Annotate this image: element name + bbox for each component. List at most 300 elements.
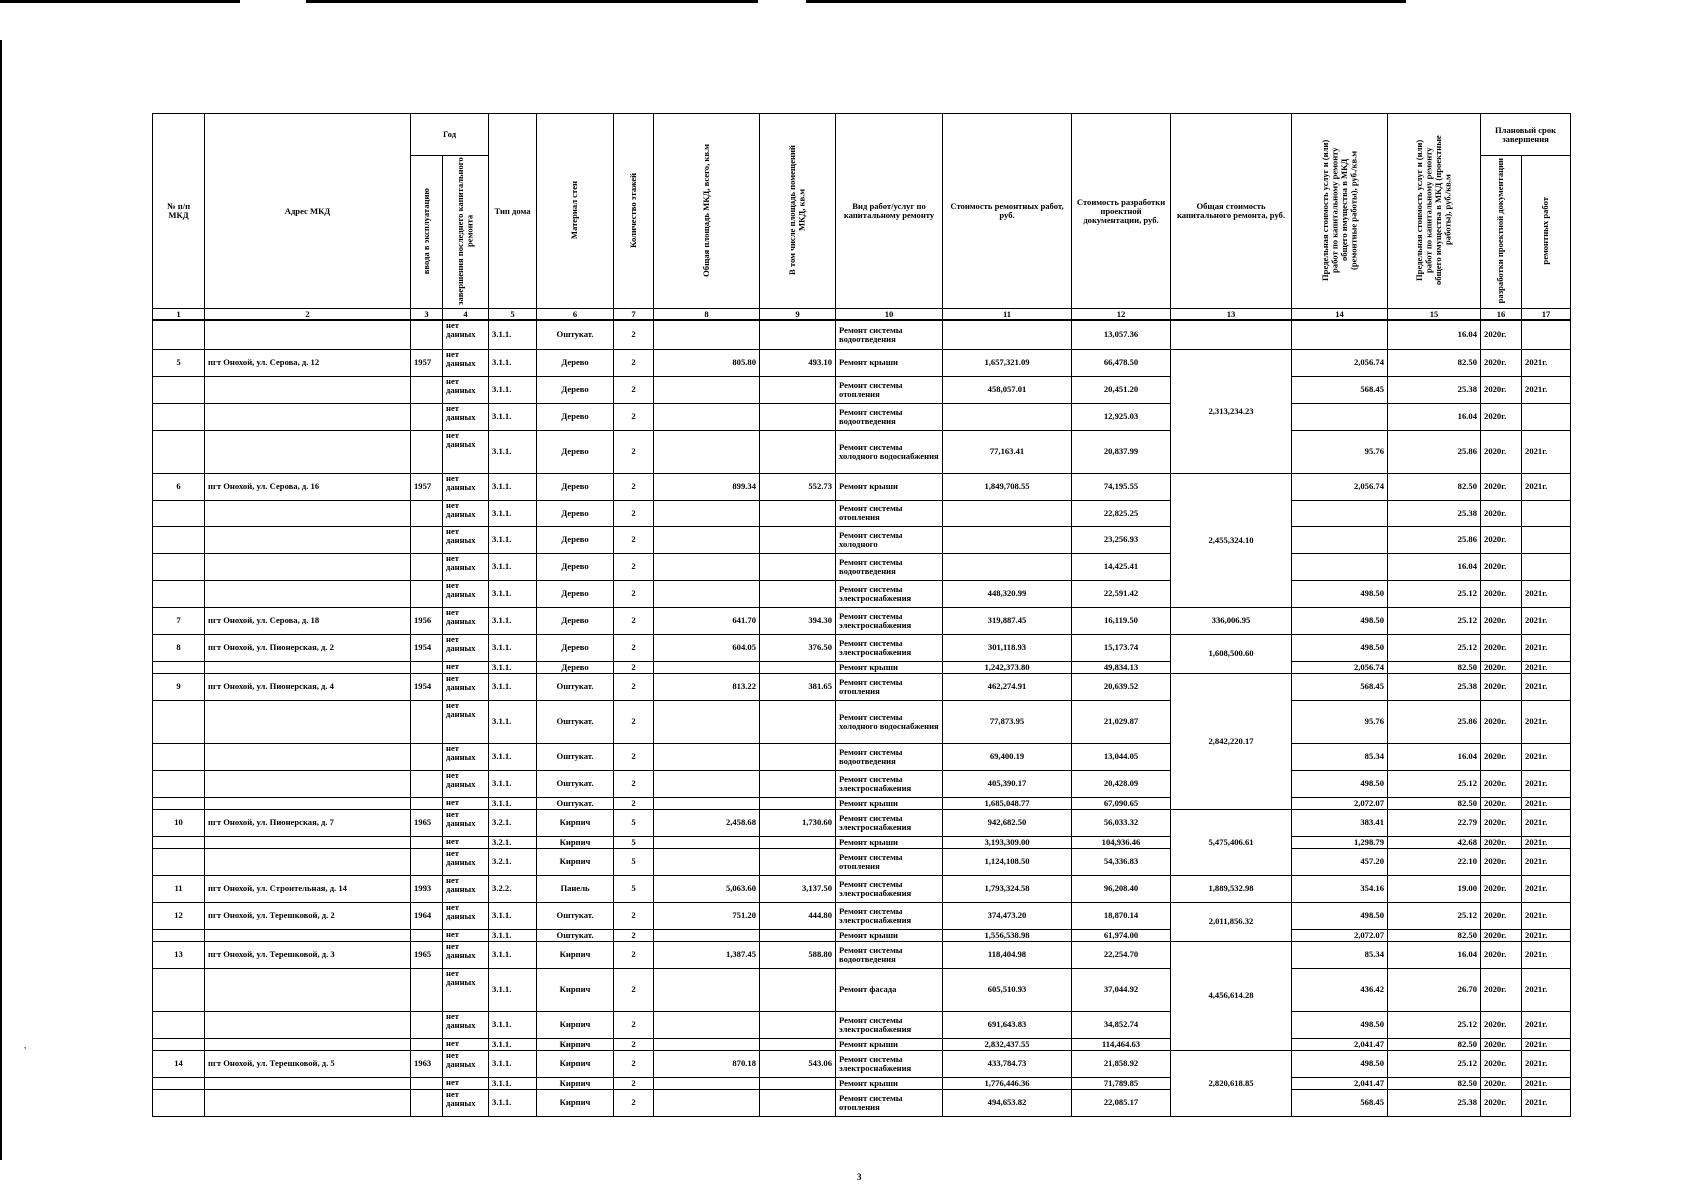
address-cell: пгт Онохой, ул. Терешковой, д. 5 <box>205 1050 411 1077</box>
design-cost-cell: 20,451.20 <box>1072 376 1171 403</box>
design-cost-cell: 21,029.87 <box>1072 700 1171 743</box>
year-commission-cell: 1965 <box>411 809 443 836</box>
premises-area-cell <box>760 526 836 553</box>
house-type-cell: 3.2.1. <box>489 848 537 875</box>
repair-cost-cell: 1,657,321.09 <box>943 349 1072 376</box>
year-commission-cell: 1963 <box>411 1050 443 1077</box>
year-commission-cell <box>411 1089 443 1116</box>
column-number: 11 <box>943 309 1072 321</box>
floors-cell: 2 <box>614 403 654 430</box>
table-row <box>153 836 1571 848</box>
header-year-commission: ввода в эксплуатацию <box>411 156 443 309</box>
floors-cell: 2 <box>614 1011 654 1038</box>
repair-cost-cell: 118,404.98 <box>943 941 1072 968</box>
premises-area-cell: 376.50 <box>760 634 836 661</box>
table-row <box>153 743 1571 770</box>
limit-design-cell: 25.12 <box>1388 770 1481 797</box>
table-row <box>153 809 1571 836</box>
total-area-cell <box>654 848 760 875</box>
table-row <box>153 1077 1571 1089</box>
table-row <box>153 673 1571 700</box>
design-cost-cell: 61,974.00 <box>1072 929 1171 941</box>
work-type-cell: Ремонт системы холодного водоснабжения <box>836 430 943 473</box>
house-type-cell: 3.1.1. <box>489 634 537 661</box>
scan-edge-left <box>0 40 2 1160</box>
header-wall-material: Материал стен <box>537 114 614 309</box>
year-commission-cell: 1956 <box>411 607 443 634</box>
year-commission-cell <box>411 553 443 580</box>
last-repair-year-cell: нет данных <box>443 673 489 700</box>
header-limit-design: Предельная стоимость услуг и (или) работ по капитальному ремонту общего имущества в МКД (проектные работы), руб./кв.м <box>1388 114 1481 309</box>
table-row <box>153 1011 1571 1038</box>
house-type-cell: 3.2.1. <box>489 836 537 848</box>
total-area-cell: 870.18 <box>654 1050 760 1077</box>
design-cost-cell: 56,033.32 <box>1072 809 1171 836</box>
total-area-cell <box>654 403 760 430</box>
house-type-cell: 3.1.1. <box>489 673 537 700</box>
premises-area-cell <box>760 968 836 1011</box>
premises-area-cell <box>760 403 836 430</box>
deadline-repair-cell <box>1522 553 1571 580</box>
deadline-design-cell: 2020г. <box>1481 320 1522 349</box>
limit-design-cell: 22.10 <box>1388 848 1481 875</box>
deadline-repair-cell: 2021г. <box>1522 902 1571 929</box>
premises-area-cell: 1,730.60 <box>760 809 836 836</box>
total-area-cell: 1,387.45 <box>654 941 760 968</box>
wall-material-cell: Дерево <box>537 634 614 661</box>
work-type-cell: Ремонт системы водоотведения <box>836 553 943 580</box>
year-commission-cell: 1957 <box>411 349 443 376</box>
total-area-cell <box>654 1011 760 1038</box>
address-cell: пгт Онохой, ул. Пионерская, д. 7 <box>205 809 411 836</box>
limit-design-cell: 25.38 <box>1388 673 1481 700</box>
total-cost-cell: 1,608,500.60 <box>1171 634 1292 673</box>
header-year-last-repair: завершения последнего капитального ремонта <box>443 156 489 309</box>
work-type-cell: Ремонт системы холодного водоснабжения <box>836 700 943 743</box>
last-repair-year-cell: нет данных <box>443 403 489 430</box>
premises-area-cell <box>760 1077 836 1089</box>
last-repair-year-cell: нет данных <box>443 349 489 376</box>
limit-design-cell: 16.04 <box>1388 941 1481 968</box>
mkd-number-cell <box>153 661 205 673</box>
last-repair-year-cell: нет данных <box>443 743 489 770</box>
scan-mark: , <box>24 1040 27 1050</box>
limit-repair-cell: 383.41 <box>1292 809 1388 836</box>
house-type-cell: 3.1.1. <box>489 968 537 1011</box>
table-row <box>153 607 1571 634</box>
column-number: 4 <box>443 309 489 321</box>
total-area-cell: 2,458.68 <box>654 809 760 836</box>
wall-material-cell: Дерево <box>537 553 614 580</box>
last-repair-year-cell: нет <box>443 661 489 673</box>
header-total-area: Общая площадь МКД, всего, кв.м <box>654 114 760 309</box>
premises-area-cell <box>760 836 836 848</box>
house-type-cell: 3.1.1. <box>489 500 537 526</box>
design-cost-cell: 71,789.85 <box>1072 1077 1171 1089</box>
year-commission-cell <box>411 700 443 743</box>
repair-cost-cell: 319,887.45 <box>943 607 1072 634</box>
total-cost-cell: 2,011,856.32 <box>1171 902 1292 941</box>
last-repair-year-cell: нет данных <box>443 473 489 500</box>
premises-area-cell <box>760 320 836 349</box>
work-type-cell: Ремонт крыши <box>836 661 943 673</box>
column-number: 17 <box>1522 309 1571 321</box>
premises-area-cell: 394.30 <box>760 607 836 634</box>
house-type-cell: 3.1.1. <box>489 553 537 580</box>
limit-repair-cell: 2,056.74 <box>1292 349 1388 376</box>
repair-cost-cell: 405,390.17 <box>943 770 1072 797</box>
last-repair-year-cell: нет данных <box>443 941 489 968</box>
work-type-cell: Ремонт системы электроснабжения <box>836 902 943 929</box>
repair-cost-cell: 433,784.73 <box>943 1050 1072 1077</box>
total-area-cell <box>654 797 760 809</box>
work-type-cell: Ремонт системы отопления <box>836 376 943 403</box>
deadline-design-cell: 2020г. <box>1481 526 1522 553</box>
limit-design-cell: 82.50 <box>1388 929 1481 941</box>
deadline-design-cell: 2020г. <box>1481 848 1522 875</box>
house-type-cell: 3.1.1. <box>489 320 537 349</box>
mkd-number-cell <box>153 700 205 743</box>
deadline-design-cell: 2020г. <box>1481 836 1522 848</box>
floors-cell: 2 <box>614 968 654 1011</box>
limit-design-cell: 25.12 <box>1388 634 1481 661</box>
wall-material-cell: Дерево <box>537 661 614 673</box>
work-type-cell: Ремонт крыши <box>836 1038 943 1050</box>
address-cell <box>205 320 411 349</box>
total-cost-cell: 2,842,220.17 <box>1171 673 1292 809</box>
limit-repair-cell: 95.76 <box>1292 430 1388 473</box>
floors-cell: 2 <box>614 349 654 376</box>
address-cell <box>205 403 411 430</box>
year-commission-cell <box>411 836 443 848</box>
floors-cell: 2 <box>614 553 654 580</box>
table-row <box>153 1050 1571 1077</box>
design-cost-cell: 22,591.42 <box>1072 580 1171 607</box>
address-cell <box>205 848 411 875</box>
table-row <box>153 403 1571 430</box>
deadline-repair-cell: 2021г. <box>1522 875 1571 902</box>
address-cell <box>205 376 411 403</box>
year-commission-cell <box>411 403 443 430</box>
deadline-repair-cell: 2021г. <box>1522 968 1571 1011</box>
wall-material-cell: Оштукат. <box>537 743 614 770</box>
address-cell <box>205 526 411 553</box>
deadline-repair-cell: 2021г. <box>1522 1089 1571 1116</box>
design-cost-cell: 20,837.99 <box>1072 430 1171 473</box>
limit-design-cell: 25.12 <box>1388 580 1481 607</box>
header-year: Год <box>411 114 489 156</box>
column-number: 15 <box>1388 309 1481 321</box>
year-commission-cell: 1964 <box>411 902 443 929</box>
wall-material-cell: Дерево <box>537 500 614 526</box>
total-area-cell <box>654 700 760 743</box>
address-cell: пгт Онохой, ул. Терешковой, д. 3 <box>205 941 411 968</box>
work-type-cell: Ремонт системы электроснабжения <box>836 1011 943 1038</box>
address-cell <box>205 661 411 673</box>
floors-cell: 2 <box>614 941 654 968</box>
last-repair-year-cell: нет данных <box>443 902 489 929</box>
limit-repair-cell: 2,072.07 <box>1292 929 1388 941</box>
premises-area-cell <box>760 500 836 526</box>
limit-repair-cell: 1,298.79 <box>1292 836 1388 848</box>
year-commission-cell <box>411 320 443 349</box>
repair-cost-cell: 691,643.83 <box>943 1011 1072 1038</box>
house-type-cell: 3.1.1. <box>489 376 537 403</box>
year-commission-cell <box>411 500 443 526</box>
column-number: 1 <box>153 309 205 321</box>
header-address: Адрес МКД <box>205 114 411 309</box>
mkd-number-cell <box>153 968 205 1011</box>
floors-cell: 2 <box>614 743 654 770</box>
wall-material-cell: Кирпич <box>537 1011 614 1038</box>
limit-repair-cell: 2,041.47 <box>1292 1077 1388 1089</box>
last-repair-year-cell: нет <box>443 836 489 848</box>
last-repair-year-cell: нет данных <box>443 553 489 580</box>
address-cell <box>205 770 411 797</box>
limit-repair-cell: 2,041.47 <box>1292 1038 1388 1050</box>
total-cost-cell: 5,475,406.61 <box>1171 809 1292 875</box>
repair-cost-cell <box>943 403 1072 430</box>
work-type-cell: Ремонт системы электроснабжения <box>836 634 943 661</box>
total-cost-cell: 336,006.95 <box>1171 607 1292 634</box>
premises-area-cell <box>760 929 836 941</box>
design-cost-cell: 74,195.55 <box>1072 473 1171 500</box>
year-commission-cell <box>411 929 443 941</box>
house-type-cell: 3.1.1. <box>489 661 537 673</box>
house-type-cell: 3.2.1. <box>489 809 537 836</box>
column-number: 12 <box>1072 309 1171 321</box>
last-repair-year-cell: нет данных <box>443 634 489 661</box>
total-cost-cell: 1,889,532.98 <box>1171 875 1292 902</box>
last-repair-year-cell: нет данных <box>443 580 489 607</box>
mkd-number-cell <box>153 929 205 941</box>
house-type-cell: 3.1.1. <box>489 929 537 941</box>
deadline-repair-cell: 2021г. <box>1522 1050 1571 1077</box>
floors-cell: 2 <box>614 607 654 634</box>
year-commission-cell <box>411 526 443 553</box>
deadline-design-cell: 2020г. <box>1481 770 1522 797</box>
last-repair-year-cell: нет данных <box>443 607 489 634</box>
year-commission-cell <box>411 968 443 1011</box>
design-cost-cell: 23,256.93 <box>1072 526 1171 553</box>
design-cost-cell: 37,044.92 <box>1072 968 1171 1011</box>
repair-cost-cell <box>943 526 1072 553</box>
total-area-cell <box>654 553 760 580</box>
limit-repair-cell: 354.16 <box>1292 875 1388 902</box>
table-row <box>153 700 1571 743</box>
total-area-cell <box>654 743 760 770</box>
mkd-number-cell <box>153 500 205 526</box>
house-type-cell: 3.1.1. <box>489 580 537 607</box>
table-row <box>153 902 1571 929</box>
deadline-design-cell: 2020г. <box>1481 661 1522 673</box>
mkd-number-cell: 7 <box>153 607 205 634</box>
limit-repair-cell: 498.50 <box>1292 770 1388 797</box>
floors-cell: 2 <box>614 580 654 607</box>
limit-repair-cell: 85.34 <box>1292 743 1388 770</box>
header-premises-area: В том числе площадь помещений МКД, кв.м <box>760 114 836 309</box>
design-cost-cell: 13,057.36 <box>1072 320 1171 349</box>
premises-area-cell <box>760 743 836 770</box>
column-number: 2 <box>205 309 411 321</box>
limit-design-cell: 25.38 <box>1388 376 1481 403</box>
deadline-design-cell: 2020г. <box>1481 376 1522 403</box>
work-type-cell: Ремонт крыши <box>836 1077 943 1089</box>
total-area-cell: 5,063.60 <box>654 875 760 902</box>
house-type-cell: 3.1.1. <box>489 1050 537 1077</box>
floors-cell: 5 <box>614 848 654 875</box>
repair-cost-cell <box>943 320 1072 349</box>
deadline-repair-cell <box>1522 500 1571 526</box>
floors-cell: 5 <box>614 836 654 848</box>
premises-area-cell: 552.73 <box>760 473 836 500</box>
limit-design-cell: 42.68 <box>1388 836 1481 848</box>
wall-material-cell: Кирпич <box>537 1089 614 1116</box>
total-area-cell <box>654 1038 760 1050</box>
column-number: 16 <box>1481 309 1522 321</box>
limit-repair-cell: 498.50 <box>1292 607 1388 634</box>
deadline-repair-cell: 2021г. <box>1522 941 1571 968</box>
mkd-number-cell <box>153 1038 205 1050</box>
last-repair-year-cell: нет данных <box>443 1011 489 1038</box>
work-type-cell: Ремонт крыши <box>836 797 943 809</box>
wall-material-cell: Дерево <box>537 430 614 473</box>
table-row <box>153 661 1571 673</box>
table-row <box>153 320 1571 349</box>
floors-cell: 5 <box>614 875 654 902</box>
year-commission-cell: 1965 <box>411 941 443 968</box>
column-number: 8 <box>654 309 760 321</box>
repair-cost-cell: 1,793,324.58 <box>943 875 1072 902</box>
total-area-cell <box>654 526 760 553</box>
limit-repair-cell: 498.50 <box>1292 634 1388 661</box>
mkd-number-cell <box>153 553 205 580</box>
table-row <box>153 473 1571 500</box>
year-commission-cell <box>411 376 443 403</box>
mkd-number-cell: 8 <box>153 634 205 661</box>
column-number: 14 <box>1292 309 1388 321</box>
premises-area-cell <box>760 1089 836 1116</box>
repair-cost-cell: 1,242,373.80 <box>943 661 1072 673</box>
year-commission-cell <box>411 848 443 875</box>
deadline-repair-cell: 2021г. <box>1522 797 1571 809</box>
floors-cell: 2 <box>614 500 654 526</box>
limit-repair-cell: 436.42 <box>1292 968 1388 1011</box>
mkd-number-cell <box>153 1077 205 1089</box>
year-commission-cell: 1957 <box>411 473 443 500</box>
deadline-design-cell: 2020г. <box>1481 700 1522 743</box>
limit-design-cell: 82.50 <box>1388 1077 1481 1089</box>
deadline-repair-cell: 2021г. <box>1522 430 1571 473</box>
house-type-cell: 3.1.1. <box>489 1089 537 1116</box>
table-row <box>153 580 1571 607</box>
table-body <box>153 320 1571 1116</box>
wall-material-cell: Оштукат. <box>537 797 614 809</box>
mkd-number-cell: 13 <box>153 941 205 968</box>
limit-design-cell: 26.70 <box>1388 968 1481 1011</box>
total-area-cell <box>654 770 760 797</box>
repair-cost-cell: 77,873.95 <box>943 700 1072 743</box>
table-row <box>153 553 1571 580</box>
mkd-number-cell <box>153 848 205 875</box>
total-cost-cell <box>1171 320 1292 349</box>
column-number: 10 <box>836 309 943 321</box>
deadline-design-cell: 2020г. <box>1481 1011 1522 1038</box>
deadline-repair-cell: 2021г. <box>1522 607 1571 634</box>
deadline-repair-cell: 2021г. <box>1522 673 1571 700</box>
address-cell <box>205 1089 411 1116</box>
limit-repair-cell: 2,056.74 <box>1292 661 1388 673</box>
deadline-repair-cell: 2021г. <box>1522 634 1571 661</box>
premises-area-cell <box>760 553 836 580</box>
year-commission-cell: 1954 <box>411 673 443 700</box>
limit-design-cell: 82.50 <box>1388 1038 1481 1050</box>
total-area-cell: 899.34 <box>654 473 760 500</box>
limit-design-cell: 82.50 <box>1388 797 1481 809</box>
premises-area-cell: 588.80 <box>760 941 836 968</box>
design-cost-cell: 18,870.14 <box>1072 902 1171 929</box>
address-cell <box>205 968 411 1011</box>
mkd-number-cell <box>153 430 205 473</box>
work-type-cell: Ремонт системы водоотведения <box>836 941 943 968</box>
mkd-number-cell: 14 <box>153 1050 205 1077</box>
deadline-design-cell: 2020г. <box>1481 875 1522 902</box>
design-cost-cell: 16,119.50 <box>1072 607 1171 634</box>
floors-cell: 2 <box>614 634 654 661</box>
capital-repair-table <box>152 113 1571 1117</box>
premises-area-cell <box>760 848 836 875</box>
premises-area-cell: 3,137.50 <box>760 875 836 902</box>
limit-repair-cell: 85.34 <box>1292 941 1388 968</box>
total-area-cell <box>654 661 760 673</box>
deadline-design-cell: 2020г. <box>1481 1038 1522 1050</box>
total-area-cell <box>654 968 760 1011</box>
work-type-cell: Ремонт системы электроснабжения <box>836 809 943 836</box>
limit-repair-cell: 457.20 <box>1292 848 1388 875</box>
mkd-number-cell: 10 <box>153 809 205 836</box>
last-repair-year-cell: нет данных <box>443 809 489 836</box>
wall-material-cell: Дерево <box>537 349 614 376</box>
last-repair-year-cell: нет данных <box>443 430 489 473</box>
floors-cell: 2 <box>614 673 654 700</box>
mkd-number-cell <box>153 1011 205 1038</box>
last-repair-year-cell: нет данных <box>443 848 489 875</box>
mkd-number-cell <box>153 743 205 770</box>
table-header <box>153 114 1571 321</box>
table-row <box>153 1038 1571 1050</box>
floors-cell: 2 <box>614 770 654 797</box>
address-cell <box>205 580 411 607</box>
scan-edge-top-left <box>0 0 240 3</box>
header-deadline-design: разработки проектной документации <box>1481 156 1522 309</box>
limit-repair-cell: 2,072.07 <box>1292 797 1388 809</box>
total-area-cell: 813.22 <box>654 673 760 700</box>
wall-material-cell: Дерево <box>537 473 614 500</box>
column-number: 3 <box>411 309 443 321</box>
header-limit-repair: Предельная стоимость услуг и (или) работ по капитальному ремонту общего имущества в МКД (ремонтные работы), руб./кв.м <box>1292 114 1388 309</box>
wall-material-cell: Оштукат. <box>537 902 614 929</box>
table-row <box>153 848 1571 875</box>
floors-cell: 2 <box>614 902 654 929</box>
address-cell <box>205 553 411 580</box>
header-design-cost: Стоимость разработки проектной документации, руб. <box>1072 114 1171 309</box>
work-type-cell: Ремонт системы отопления <box>836 848 943 875</box>
floors-cell: 2 <box>614 1038 654 1050</box>
house-type-cell: 3.1.1. <box>489 430 537 473</box>
wall-material-cell: Кирпич <box>537 941 614 968</box>
design-cost-cell: 54,336.83 <box>1072 848 1171 875</box>
table-row <box>153 968 1571 1011</box>
